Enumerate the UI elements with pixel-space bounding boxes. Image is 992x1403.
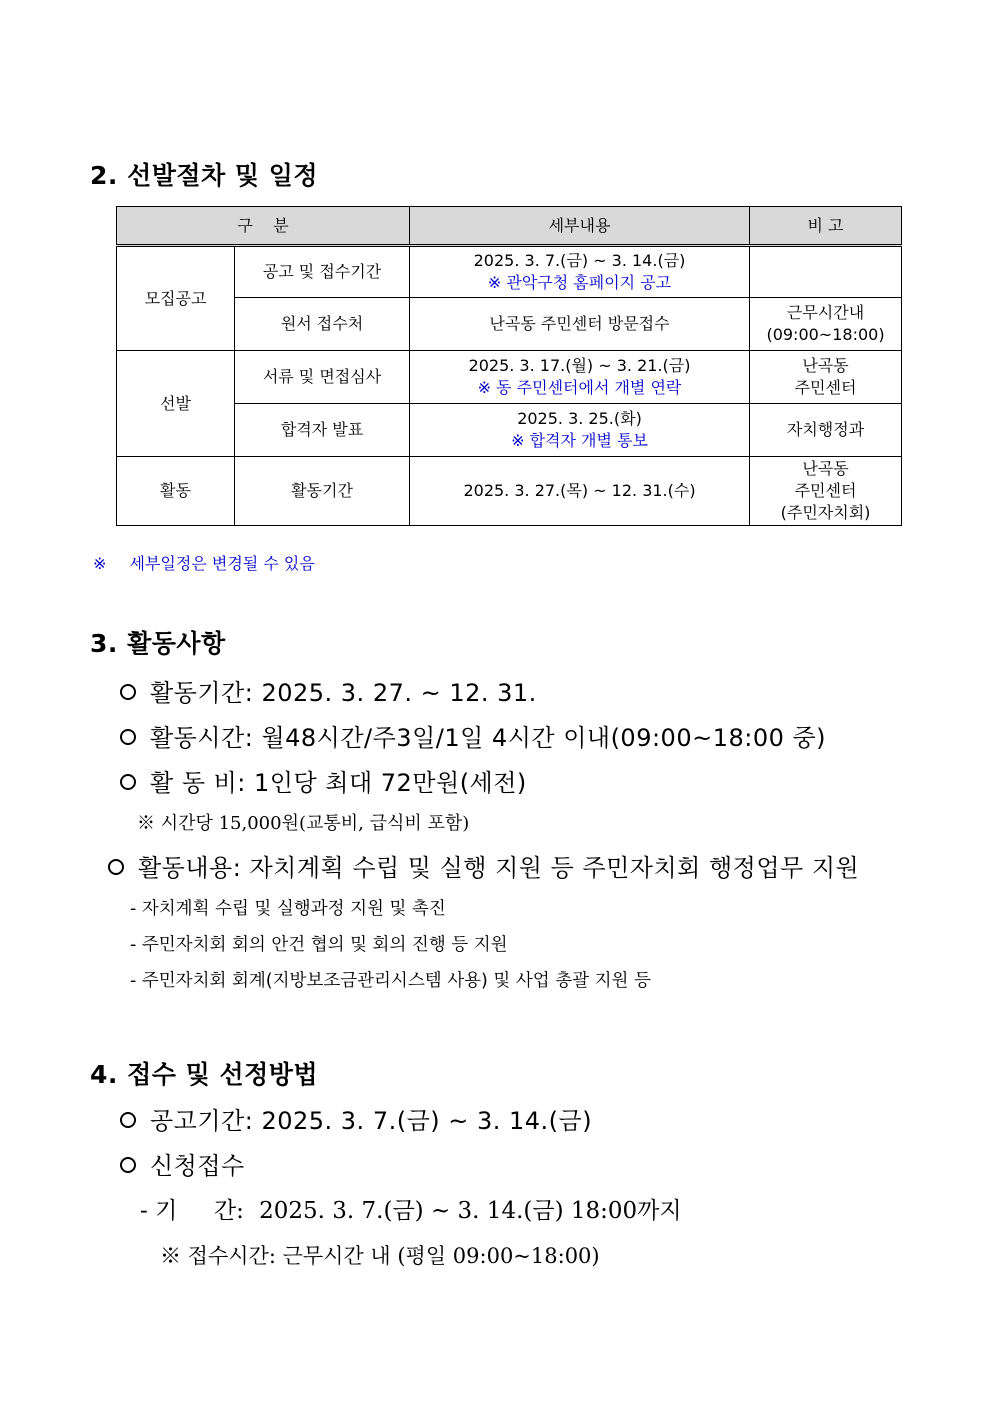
detail-date: 2025. 3. 17.(월) ~ 3. 21.(금): [468, 356, 691, 375]
circle-bullet-icon: [120, 774, 136, 790]
activity-pay-line: [120, 763, 527, 798]
period-label: - 기 간:: [140, 1198, 244, 1224]
application-line: [120, 1146, 245, 1181]
reception-time-note: ※ 접수시간: 근무시간 내 (평일 09:00~18:00): [160, 1244, 600, 1268]
activity-period-line: [120, 673, 537, 708]
detail-date: 2025. 3. 7.(금) ~ 3. 14.(금): [473, 251, 686, 270]
table-row: [117, 457, 902, 526]
remark-cell: [750, 351, 902, 404]
notice-period-line: [120, 1101, 592, 1136]
activity-period: 활동기간: 2025. 3. 27. ~ 12. 31.: [150, 679, 537, 707]
detail-cell: [410, 246, 750, 298]
content-item: - 자치계획 수립 및 실행과정 지원 및 촉진: [130, 899, 446, 919]
application-period-line: [140, 1192, 682, 1225]
circle-bullet-icon: [108, 859, 124, 875]
remark-cell: [750, 457, 902, 526]
remark-cell: [750, 298, 902, 351]
circle-bullet-icon: [120, 1112, 136, 1128]
detail-date: 2025. 3. 25.(화): [517, 409, 642, 428]
application-label: 신청접수: [150, 1152, 245, 1180]
remark-line: (09:00~18:00): [766, 325, 885, 344]
content-item: - 주민자치회 회의 안건 협의 및 회의 진행 등 지원: [130, 935, 508, 955]
item-cell: 활동기간: [235, 457, 410, 526]
detail-cell: [410, 351, 750, 404]
period-value: 2025. 3. 7.(금) ~ 3. 14.(금) 18:00까지: [259, 1198, 682, 1224]
item-cell: 서류 및 면접심사: [235, 351, 410, 404]
item-cell: 합격자 발표: [235, 404, 410, 457]
table-row: [117, 404, 902, 457]
remark-line: 주민센터: [794, 378, 857, 397]
section-3-title: 3. 활동사항: [90, 629, 226, 658]
schedule-table: [116, 206, 902, 526]
activity-hours: 활동시간: 월48시간/주3일/1일 4시간 이내(09:00~18:00 중): [150, 724, 827, 752]
remark-line: 난곡동: [802, 356, 849, 375]
group-activity: 활동: [117, 457, 235, 526]
activity-content: 활동내용: 자치계획 수립 및 실행 지원 등 주민자치회 행정업무 지원: [138, 854, 860, 882]
note-mark: ※: [93, 554, 107, 573]
table-row: [117, 351, 902, 404]
section-4-title: 4. 접수 및 선정방법: [90, 1060, 319, 1089]
content-item: - 주민자치회 회계(지방보조금관리시스템 사용) 및 사업 총괄 지원 등: [130, 971, 651, 991]
detail-cell: 2025. 3. 27.(목) ~ 12. 31.(수): [410, 457, 750, 526]
detail-cell: 난곡동 주민센터 방문접수: [410, 298, 750, 351]
header-category: 구 분: [117, 207, 410, 246]
detail-note: ※ 관악구청 홈페이지 공고: [487, 273, 672, 292]
detail-note: ※ 합격자 개별 통보: [511, 431, 648, 450]
group-recruit: 모집공고: [117, 246, 235, 351]
table-header-row: [117, 207, 902, 246]
pay-note: ※ 시간당 15,000원(교통비, 급식비 포함): [137, 813, 470, 834]
circle-bullet-icon: [120, 729, 136, 745]
item-cell: 원서 접수처: [235, 298, 410, 351]
detail-note: ※ 동 주민센터에서 개별 연락: [477, 378, 682, 397]
circle-bullet-icon: [120, 684, 136, 700]
header-remark: 비 고: [750, 207, 902, 246]
activity-hours-line: [120, 718, 826, 753]
remark-line: 근무시간내: [786, 303, 865, 322]
notice-period: 공고기간: 2025. 3. 7.(금) ~ 3. 14.(금): [150, 1107, 593, 1135]
note-text: 세부일정은 변경될 수 있음: [129, 554, 315, 573]
circle-bullet-icon: [120, 1157, 136, 1173]
remark-cell: [750, 246, 902, 298]
activity-pay: 활 동 비: 1인당 최대 72만원(세전): [150, 769, 527, 797]
remark-cell: 자치행정과: [750, 404, 902, 457]
remark-line: (주민자치회): [780, 503, 871, 522]
header-detail: 세부내용: [410, 207, 750, 246]
table-row: [117, 298, 902, 351]
group-selection: 선발: [117, 351, 235, 457]
detail-cell: [410, 404, 750, 457]
activity-content-line: [108, 848, 859, 883]
table-row: [117, 246, 902, 298]
remark-line: 난곡동: [802, 459, 849, 478]
schedule-note: [93, 551, 315, 574]
remark-line: 주민센터: [794, 481, 857, 500]
item-cell: 공고 및 접수기간: [235, 246, 410, 298]
section-2-title: 2. 선발절차 및 일정: [90, 161, 319, 190]
